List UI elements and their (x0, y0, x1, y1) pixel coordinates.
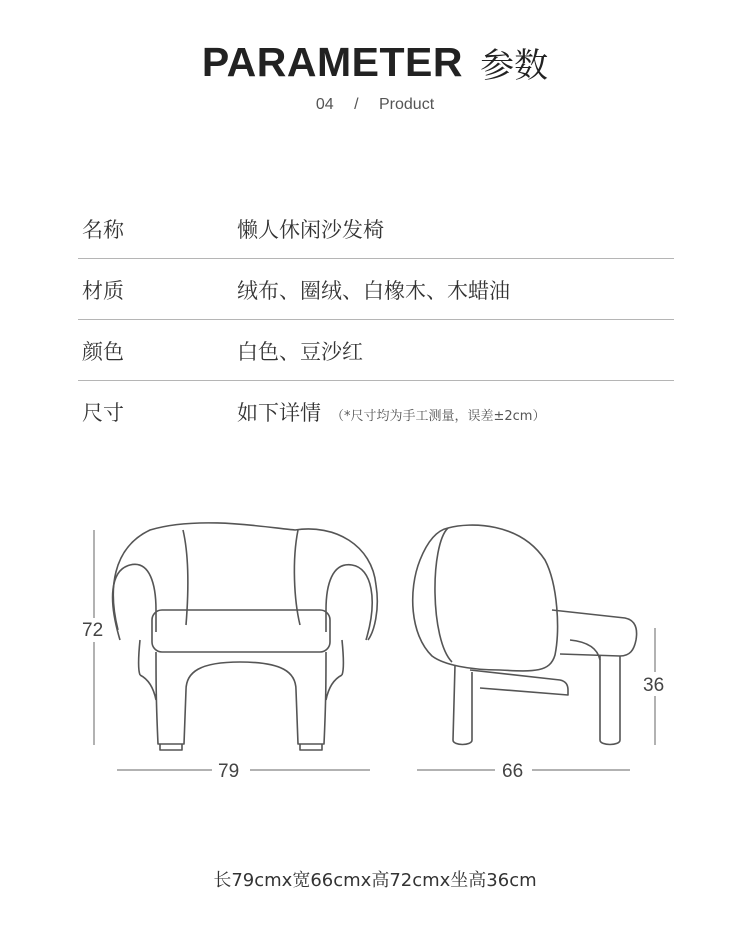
dimension-summary: 长79cmx宽66cmx高72cmx坐高36cm (213, 870, 537, 891)
chair-dimension-drawings (0, 500, 750, 800)
front-height-label: 72 (82, 620, 104, 641)
chair-front-view (113, 523, 378, 750)
section-index: 04 (315, 96, 334, 113)
param-value: 懒人休闲沙发椅 (237, 218, 384, 242)
param-value: 绒布、圈绒、白橡木、木蜡油 (237, 279, 510, 303)
param-value: 如下详情 (237, 401, 321, 425)
param-row-material (78, 259, 674, 320)
param-label: 名称 (82, 218, 124, 242)
chair-side-view (413, 525, 637, 744)
dimension-lines (94, 530, 655, 770)
side-depth-label: 66 (502, 761, 524, 782)
param-label: 颜色 (82, 340, 124, 364)
param-row-size (78, 381, 674, 441)
seat-height-label: 36 (643, 675, 665, 696)
param-note: （*尺寸均为手工测量，误差±2cm） (331, 409, 546, 424)
title-chinese: 参数 (480, 46, 549, 86)
page-title (0, 38, 750, 87)
param-row-color (78, 320, 674, 381)
param-row-name (78, 198, 674, 259)
param-label: 材质 (82, 279, 124, 303)
param-value: 白色、豆沙红 (237, 340, 363, 364)
title-english: PARAMETER (201, 39, 464, 85)
section-separator: / (354, 96, 359, 113)
front-width-label: 79 (218, 761, 240, 782)
param-label: 尺寸 (82, 401, 124, 425)
param-value-wrap (237, 397, 545, 427)
parameter-table (78, 198, 674, 441)
section-subtitle (0, 96, 750, 114)
section-name: Product (379, 96, 435, 113)
